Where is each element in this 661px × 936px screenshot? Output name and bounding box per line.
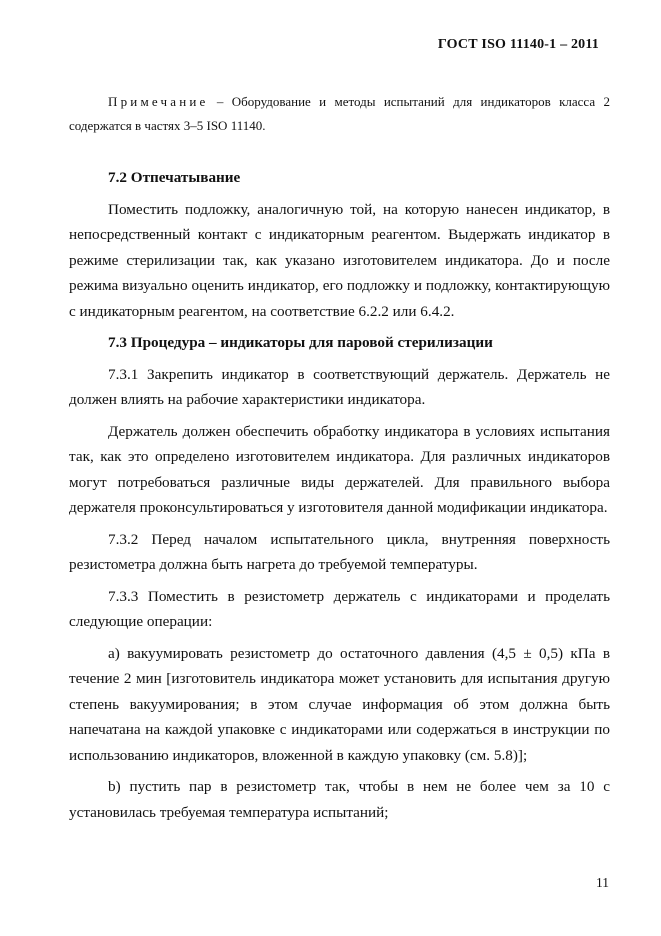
section-7-3-heading: 7.3 Процедура – индикаторы для паровой стерилизации bbox=[108, 334, 493, 351]
page-number: 11 bbox=[596, 875, 609, 890]
section-7-3-1-paragraph: 7.3.1 Закрепить индикатор в соответствующий держатель. Держатель не должен влиять на рабочие характеристики индикатора. bbox=[69, 365, 610, 408]
section-7-2-heading: 7.2 Отпечатывание bbox=[108, 169, 241, 186]
section-7-2-paragraph: Поместить подложку, аналогичную той, на которую нанесен индикатор, в непосредственный контакт с индикаторным реагентом. Выдержать индикатор в режиме стерилизации так, как указано изготовителем индикатора. До и после режима визуально оценить индикатор, его подложку и подложку, контактирующую с индикаторным реагентом, на соответствие 6.2.2 или 6.4.2. bbox=[69, 200, 610, 320]
note-paragraph bbox=[69, 90, 610, 138]
list-item-a: a) вакуумировать резистометр до остаточного давления (4,5 ± 0,5) кПа в течение 2 мин [изготовитель индикатора может установить для испытания другую степень вакуумирования; в этом случае информация об этом должна быть напечатана на каждой упаковке с индикаторами или содержаться в инструкции по использованию индикаторов, вложенной в каждую упаковку (см. 5.8)]; bbox=[69, 644, 610, 764]
document-body bbox=[69, 90, 610, 825]
note-label: Примечание bbox=[108, 94, 209, 109]
list-item-b: b) пустить пар в резистометр так, чтобы в нем не более чем за 10 с установилась требуемая температура испытаний; bbox=[69, 778, 610, 821]
section-7-3-2-paragraph: 7.3.2 Перед началом испытательного цикла, внутренняя поверхность резистометра должна быть нагрета до требуемой температуры. bbox=[69, 530, 610, 573]
holder-paragraph: Держатель должен обеспечить обработку индикатора в условиях испытания так, как это определено изготовителем индикатора. Для различных индикаторов могут потребоваться различные виды держателей. Для правильного выбора держателя проконсультироваться у изготовителя данной модификации индикатора. bbox=[69, 422, 610, 516]
section-7-3-3-paragraph: 7.3.3 Поместить в резистометр держатель с индикаторами и проделать следующие операции: bbox=[69, 587, 610, 630]
note-text: – Оборудование и методы испытаний для индикаторов класса 2 содержатся в частях 3–5 ISO 11140. bbox=[69, 94, 610, 133]
standard-header: ГОСТ ISO 11140-1 – 2011 bbox=[437, 37, 599, 52]
